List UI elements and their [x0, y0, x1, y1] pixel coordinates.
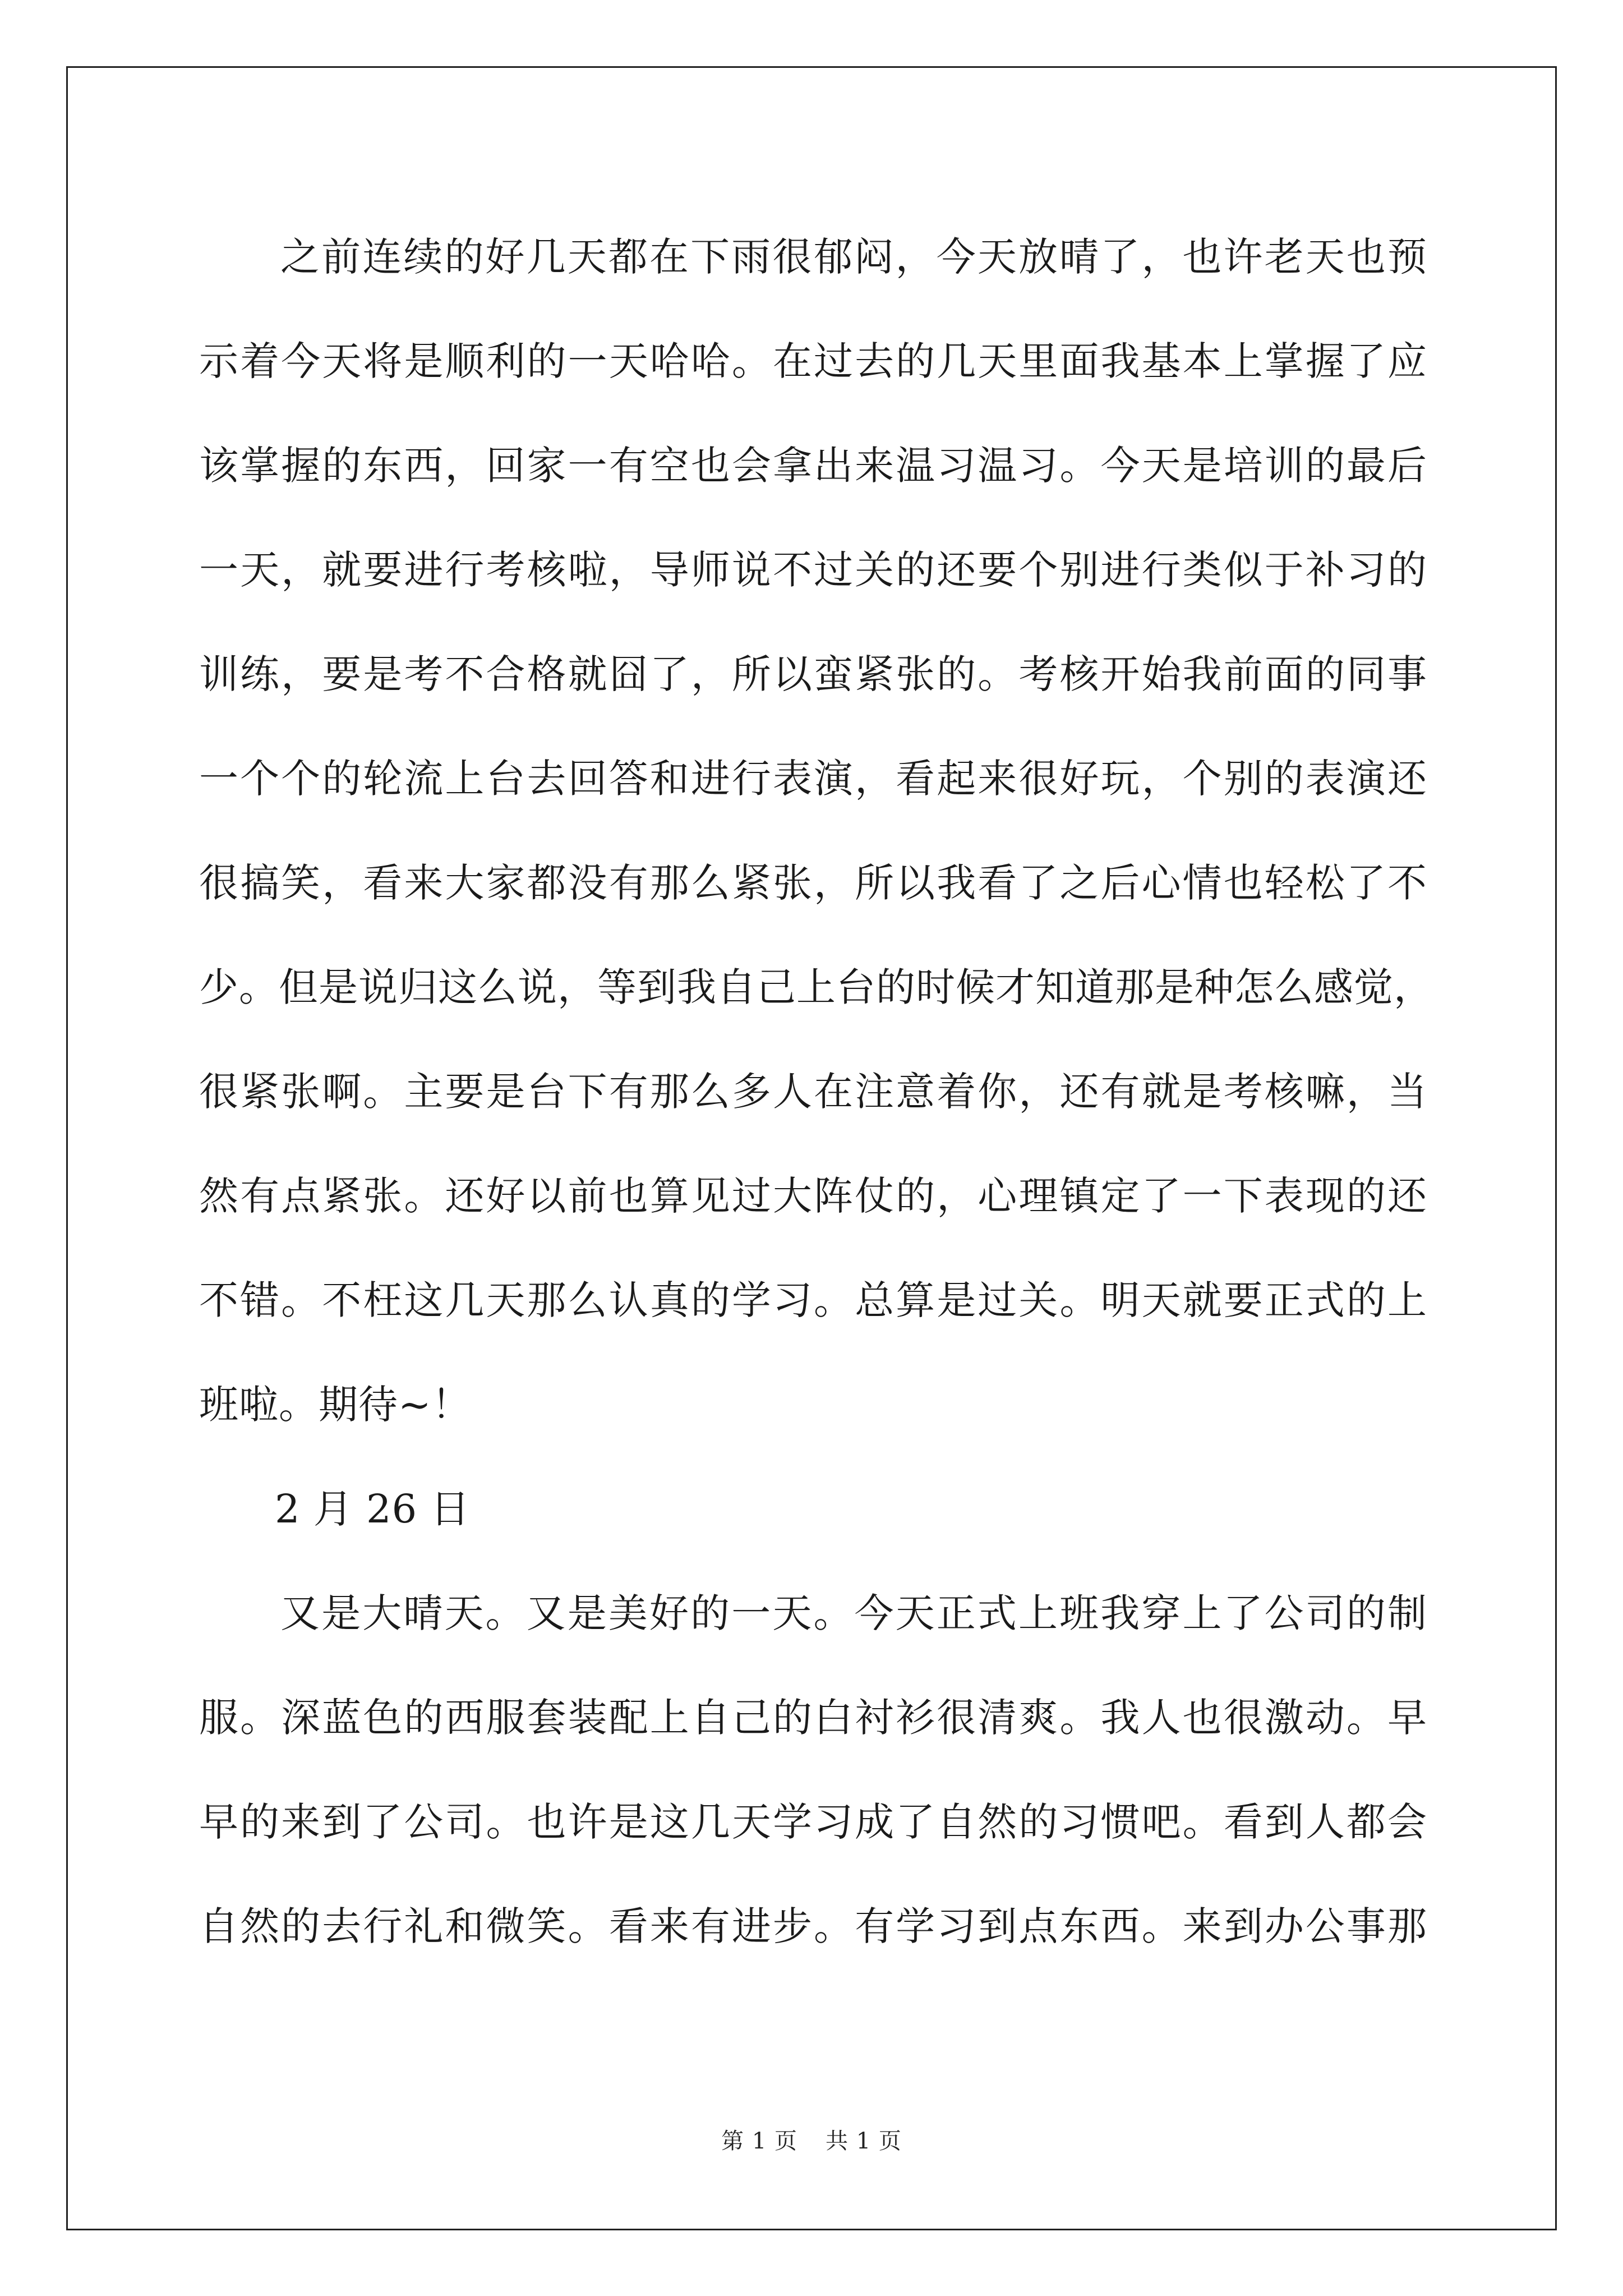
- paragraph-line: 早的来到了公司。也许是这几天学习成了自然的习惯吧。看到人都会: [199, 1799, 1427, 1845]
- page-number: 第 1 页: [721, 2128, 797, 2154]
- paragraph-line: 训练，要是考不合格就囧了，所以蛮紧张的。考核开始我前面的同事: [199, 651, 1427, 697]
- page-total: 共 1 页: [826, 2128, 902, 2154]
- paragraph-line: 班啦。期待~！: [199, 1382, 472, 1428]
- paragraph-line: 少。但是说归这么说，等到我自己上台的时候才知道那是种怎么感觉，: [199, 964, 1433, 1010]
- paragraph-line: 示着今天将是顺利的一天哈哈。在过去的几天里面我基本上掌握了应: [199, 338, 1427, 384]
- paragraph-line: 很搞笑，看来大家都没有那么紧张，所以我看了之后心情也轻松了不: [199, 860, 1427, 906]
- paragraph-line: 然有点紧张。还好以前也算见过大阵仗的，心理镇定了一下表现的还: [199, 1173, 1427, 1219]
- page-footer: [0, 2123, 1623, 2155]
- paragraph-line: 该掌握的东西，回家一有空也会拿出来温习温习。今天是培训的最后: [199, 443, 1427, 489]
- paragraph-line: 一个个的轮流上台去回答和进行表演，看起来很好玩，个别的表演还: [199, 756, 1427, 802]
- paragraph-line: 之前连续的好几天都在下雨很郁闷，今天放晴了，也许老天也预: [280, 234, 1427, 280]
- document-body: [199, 205, 1433, 1978]
- paragraph-line: 服。深蓝色的西服套装配上自己的白衬衫很清爽。我人也很激动。早: [199, 1695, 1427, 1741]
- paragraph-line: 很紧张啊。主要是台下有那么多人在注意着你，还有就是考核嘛，当: [199, 1069, 1427, 1115]
- paragraph-line: 不错。不枉这几天那么认真的学习。总算是过关。明天就要正式的上: [199, 1277, 1427, 1323]
- paragraph-line: 又是大晴天。又是美好的一天。今天正式上班我穿上了公司的制: [280, 1590, 1427, 1636]
- date-heading: 2 月 26 日: [275, 1486, 471, 1532]
- paragraph-line: 自然的去行礼和微笑。看来有进步。有学习到点东西。来到办公事那: [199, 1903, 1427, 1949]
- paragraph-line: 一天，就要进行考核啦，导师说不过关的还要个别进行类似于补习的: [199, 547, 1427, 593]
